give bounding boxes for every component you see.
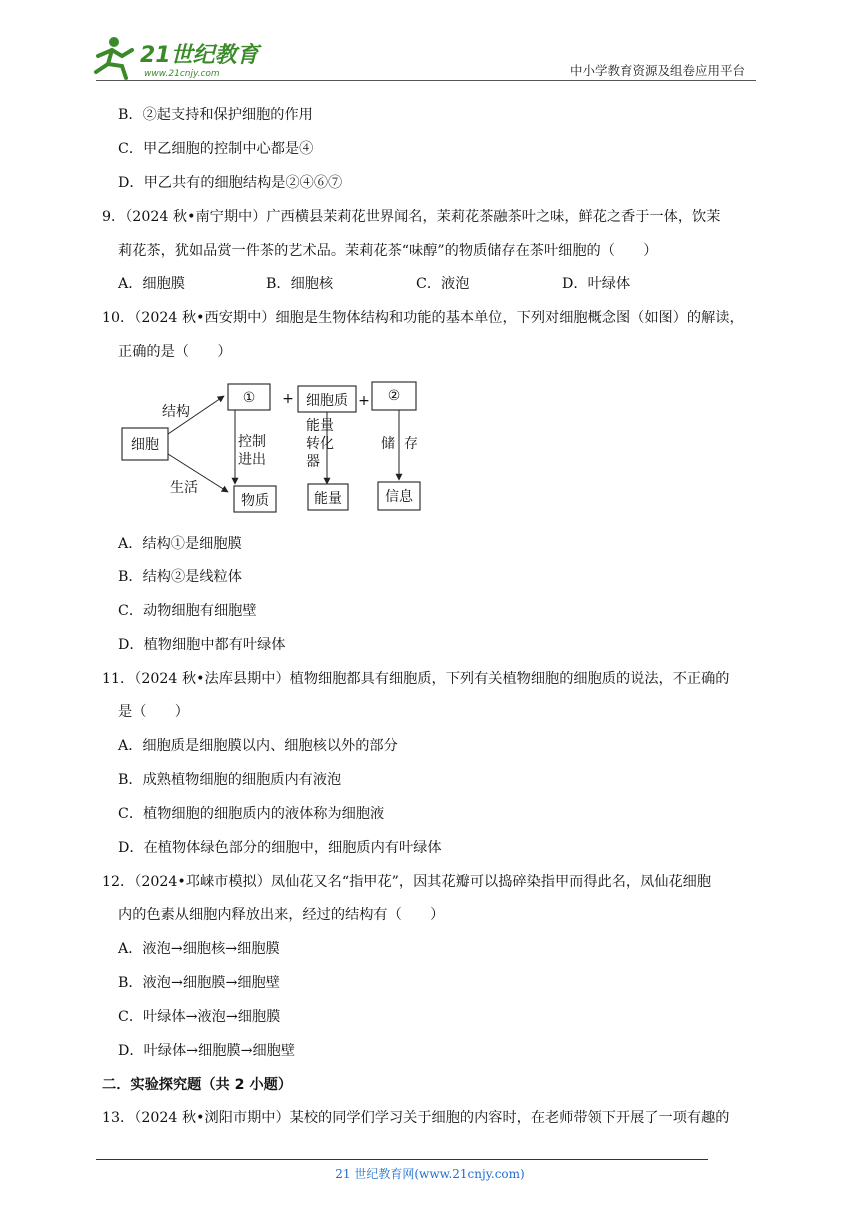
q11-option-a: A．细胞质是细胞膜以内、细胞核以外的部分 bbox=[118, 738, 398, 754]
plus-sign-1: + bbox=[282, 391, 294, 407]
q11-stem-line2: 是（ ） bbox=[118, 704, 189, 720]
q12-option-a: A．液泡→细胞核→细胞膜 bbox=[118, 941, 280, 957]
cytoplasm-label: 细胞质 bbox=[306, 393, 348, 409]
footer-divider bbox=[96, 1159, 708, 1160]
header-divider bbox=[96, 80, 756, 81]
q8-option-b: B．②起支持和保护细胞的作用 bbox=[118, 107, 313, 123]
structure1-label: ① bbox=[242, 390, 256, 406]
cell-concept-diagram bbox=[116, 378, 426, 518]
control-label-1: 控制 bbox=[238, 434, 266, 450]
energy-label-2: 转化 bbox=[306, 436, 334, 452]
q10-option-b: B．结构②是线粒体 bbox=[118, 569, 242, 585]
site-logo bbox=[92, 34, 262, 82]
q12-option-d: D．叶绿体→细胞膜→细胞壁 bbox=[118, 1043, 296, 1059]
q9-option-b: B．细胞核 bbox=[266, 276, 334, 292]
q9-option-a: A．细胞膜 bbox=[118, 276, 185, 292]
q9-stem-line2: 莉花茶，犹如品赏一件茶的艺术品。茉莉花茶“味醇”的物质储存在茶叶细胞的（ ） bbox=[118, 243, 658, 259]
q9-option-d: D．叶绿体 bbox=[562, 276, 631, 292]
q10-option-a: A．结构①是细胞膜 bbox=[118, 536, 242, 552]
q10-option-c: C．动物细胞有细胞壁 bbox=[118, 603, 257, 619]
q10-option-d: D．植物细胞中都有叶绿体 bbox=[118, 637, 286, 653]
info-label: 信息 bbox=[385, 489, 413, 505]
store-label-1: 储 bbox=[381, 436, 395, 452]
platform-name: 中小学教育资源及组卷应用平台 bbox=[570, 63, 746, 78]
footer-text[interactable]: 21 世纪教育网(www.21cnjy.com) bbox=[335, 1167, 525, 1181]
store-label-2: 存 bbox=[404, 436, 418, 452]
energy-label-1: 能量 bbox=[306, 418, 334, 434]
q9-option-c: C．液泡 bbox=[416, 276, 470, 292]
section-title: 二．实验探究题（共 2 小题） bbox=[102, 1077, 293, 1093]
q12-stem-line1: 12．（2024•邛崃市模拟）凤仙花又名“指甲花”，因其花瓣可以捣碎染指甲而得此名，凤仙花细胞 bbox=[102, 874, 712, 890]
q11-option-b: B．成熟植物细胞的细胞质内有液泡 bbox=[118, 772, 342, 788]
q9-stem-line1: 9．（2024 秋•南宁期中）广西横县茉莉花世界闻名，茉莉花茶融茶叶之味，鲜花之香于一体，饮茉 bbox=[102, 209, 721, 225]
runner-icon bbox=[96, 37, 132, 78]
q10-stem-line2: 正确的是（ ） bbox=[118, 344, 232, 360]
plus-sign-2: + bbox=[358, 393, 370, 409]
q8-option-d: D．甲乙共有的细胞结构是②④⑥⑦ bbox=[118, 175, 343, 191]
life-label: 生活 bbox=[170, 480, 198, 496]
q12-option-c: C．叶绿体→液泡→细胞膜 bbox=[118, 1009, 281, 1025]
q12-option-b: B．液泡→细胞膜→细胞壁 bbox=[118, 975, 280, 991]
cell-label: 细胞 bbox=[131, 437, 159, 453]
q8-option-c: C．甲乙细胞的控制中心都是④ bbox=[118, 141, 314, 157]
q11-option-d: D．在植物体绿色部分的细胞中，细胞质内有叶绿体 bbox=[118, 840, 442, 856]
logo-url: www.21cnjy.com bbox=[144, 69, 220, 79]
q11-option-c: C．植物细胞的细胞质内的液体称为细胞液 bbox=[118, 806, 385, 822]
matter-label: 物质 bbox=[241, 493, 269, 509]
q13-stem-line1: 13．（2024 秋•浏阳市期中）某校的同学们学习关于细胞的内容时，在老师带领下开展了一项有趣的 bbox=[102, 1110, 730, 1126]
energy-label-3: 器 bbox=[306, 454, 320, 470]
structure2-label: ② bbox=[387, 388, 401, 404]
q12-stem-line2: 内的色素从细胞内释放出来，经过的结构有（ ） bbox=[118, 907, 445, 923]
energy-box-label: 能量 bbox=[314, 491, 342, 507]
q11-stem-line1: 11．（2024 秋•法库县期中）植物细胞都具有细胞质，下列有关植物细胞的细胞质的说法，不正确的 bbox=[102, 671, 730, 687]
control-label-2: 进出 bbox=[238, 452, 266, 468]
logo-text: 21世纪教育 bbox=[140, 43, 259, 68]
q10-stem-line1: 10．（2024 秋•西安期中）细胞是生物体结构和功能的基本单位，下列对细胞概念图（如图）的解读， bbox=[102, 310, 744, 326]
structure-label: 结构 bbox=[162, 404, 190, 420]
